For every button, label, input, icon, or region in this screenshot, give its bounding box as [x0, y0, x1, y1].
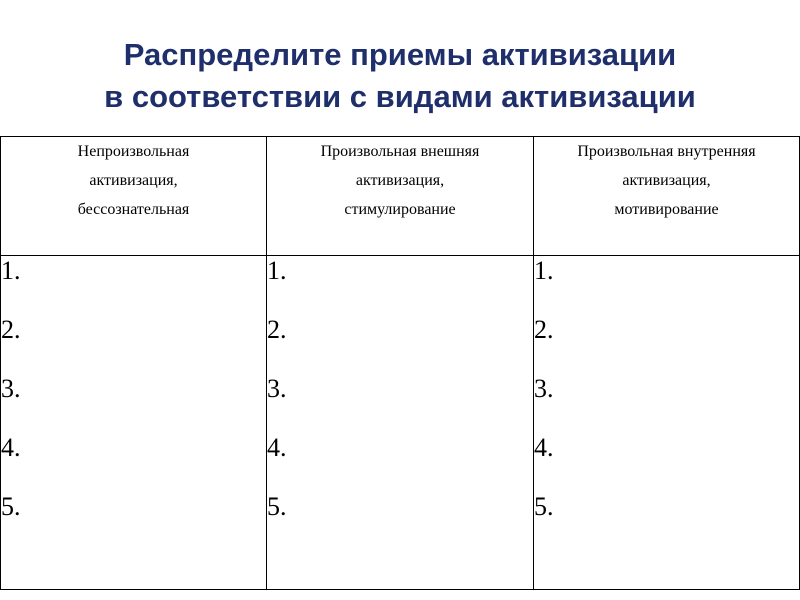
header-line: активизация, — [89, 172, 178, 189]
cell-voluntary-internal[interactable] — [534, 256, 800, 590]
list-item: 5. — [267, 492, 287, 521]
slide-title-line-1: Распределите приемы активизации — [123, 37, 677, 72]
list-item: 3. — [534, 374, 554, 403]
list-item: 2. — [267, 315, 287, 344]
slide-title — [0, 34, 800, 118]
header-line: активизация, — [622, 172, 711, 189]
header-line: мотивирование — [614, 201, 719, 218]
cell-involuntary[interactable] — [1, 256, 267, 590]
numbered-list — [1, 256, 266, 551]
list-item: 3. — [1, 374, 21, 403]
slide-title-line-2: в соответствии с видами активизации — [104, 79, 696, 114]
header-voluntary-external — [267, 137, 534, 256]
table-body-row — [1, 256, 800, 590]
header-line: Непроизвольная — [77, 143, 190, 160]
list-item: 5. — [1, 492, 21, 521]
list-item: 4. — [267, 433, 287, 462]
header-voluntary-internal — [534, 137, 800, 256]
list-item: 2. — [1, 315, 21, 344]
list-item: 5. — [534, 492, 554, 521]
list-item: 2. — [534, 315, 554, 344]
list-item: 4. — [1, 433, 21, 462]
header-line: Произвольная внешняя — [320, 143, 480, 160]
header-line: Произвольная внутренняя — [577, 143, 756, 160]
list-item: 3. — [267, 374, 287, 403]
table-header-row — [1, 137, 800, 256]
activation-table — [0, 136, 800, 590]
list-item: 4. — [534, 433, 554, 462]
header-line: активизация, — [355, 172, 445, 189]
list-item: 1. — [534, 256, 554, 285]
list-item: 1. — [1, 256, 21, 285]
header-line: стимулирование — [344, 201, 456, 218]
header-line: бессознательная — [77, 201, 190, 218]
cell-voluntary-external[interactable] — [267, 256, 534, 590]
numbered-list — [267, 256, 533, 551]
numbered-list — [534, 256, 799, 551]
list-item: 1. — [267, 256, 287, 285]
header-involuntary — [1, 137, 267, 256]
